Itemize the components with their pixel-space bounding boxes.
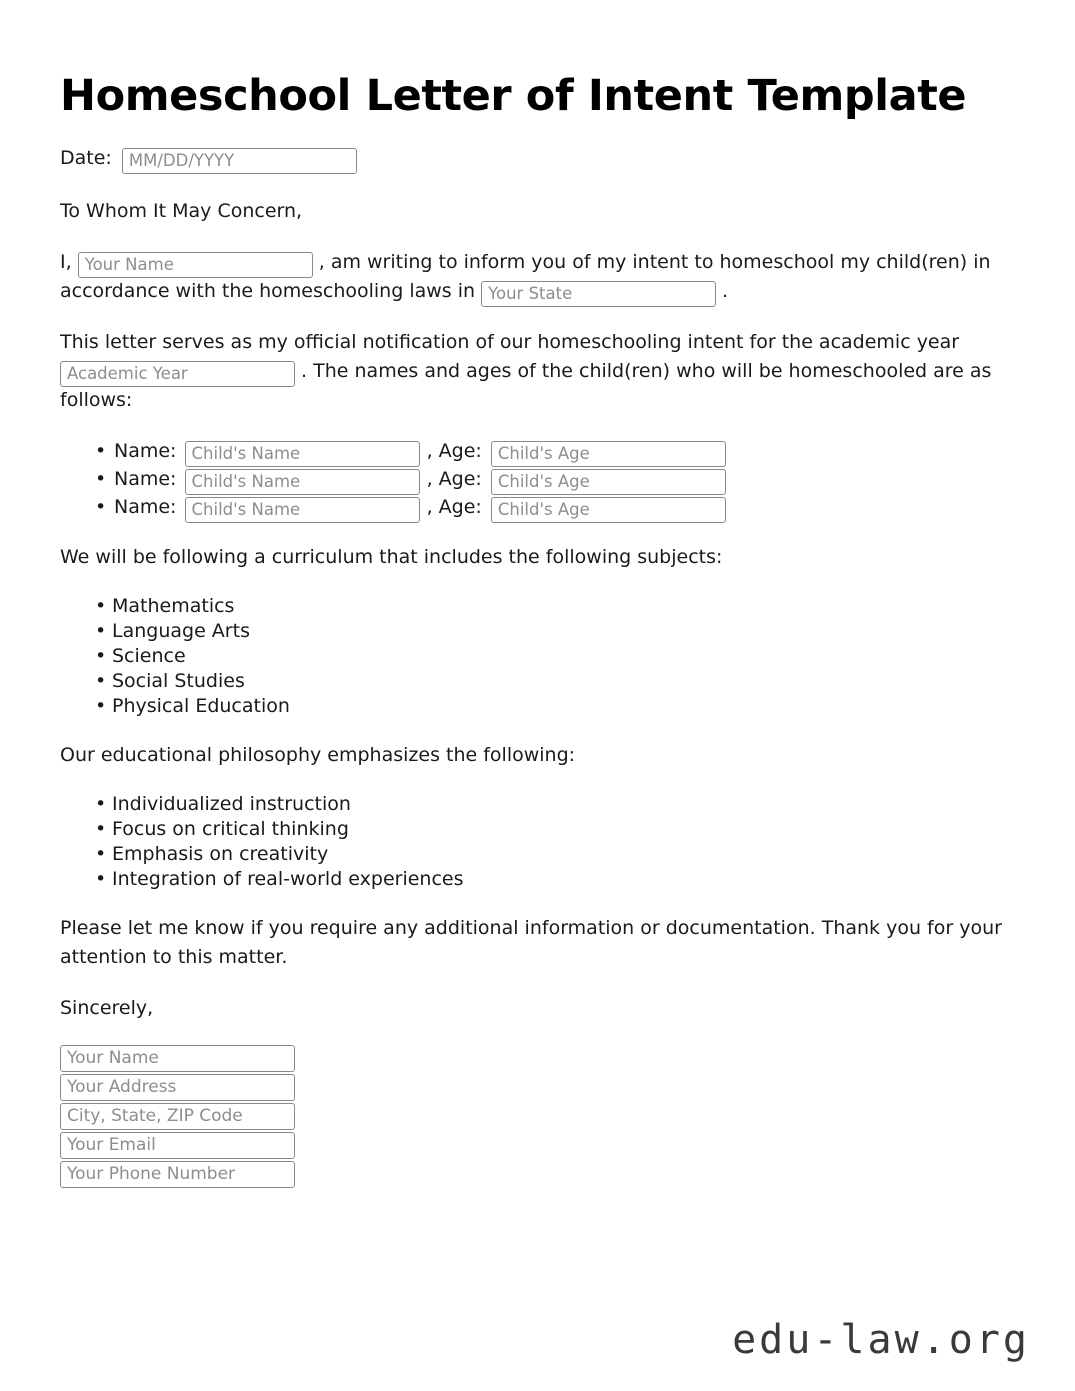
subject-label: Science: [112, 645, 186, 668]
list-item: [60, 437, 1015, 465]
your-name-input[interactable]: [78, 252, 313, 278]
child-age-input-3[interactable]: [491, 497, 726, 523]
child-age-input-1[interactable]: [491, 441, 726, 467]
page-title: Homeschool Letter of Intent Template: [60, 71, 967, 121]
bullet-icon: •: [95, 645, 107, 668]
bullet-icon: •: [95, 818, 107, 841]
child-age-label: , Age:: [426, 496, 482, 519]
signature-name-input[interactable]: [60, 1045, 295, 1072]
subject-label: Physical Education: [112, 695, 290, 718]
child-age-label: , Age:: [426, 440, 482, 463]
date-label: Date:: [60, 147, 112, 170]
bullet-icon: •: [95, 595, 107, 618]
signoff: Sincerely,: [60, 997, 154, 1020]
closing-paragraph: Please let me know if you require any additional information or documentation. Thank you for your attention to this matter.: [60, 917, 1002, 969]
bullet-icon: •: [95, 496, 107, 519]
subject-label: Social Studies: [112, 670, 245, 693]
child-name-input-2[interactable]: [185, 469, 420, 495]
subjects-list: [60, 594, 1015, 719]
bullet-icon: •: [95, 440, 107, 463]
child-name-input-3[interactable]: [185, 497, 420, 523]
salutation: To Whom It May Concern,: [60, 200, 303, 223]
list-item: [60, 817, 1015, 842]
notification-paragraph: [60, 328, 1015, 415]
list-item: [60, 493, 1015, 521]
intent-lead: I,: [60, 251, 72, 274]
footer-watermark: edu-law.org: [732, 1317, 1030, 1363]
child-age-input-2[interactable]: [491, 469, 726, 495]
child-name-label: Name:: [114, 468, 177, 491]
subject-label: Language Arts: [112, 620, 250, 643]
bullet-icon: •: [95, 468, 107, 491]
bullet-icon: •: [95, 695, 107, 718]
list-item: [60, 465, 1015, 493]
bullet-icon: •: [95, 868, 107, 891]
date-line: [60, 144, 1015, 173]
child-age-label: , Age:: [426, 468, 482, 491]
list-item: [60, 694, 1015, 719]
philosophy-point: Emphasis on creativity: [112, 843, 329, 866]
bullet-icon: •: [95, 793, 107, 816]
philosophy-point: Integration of real-world experiences: [112, 868, 464, 891]
intent-middle-text: , am writing to inform you of my intent to homeschool my child(ren) in accordance with the homeschooling laws in: [60, 251, 991, 303]
intent-paragraph: [60, 248, 1015, 306]
notification-after-year: . The names and ages of the child(ren) who will be homeschooled are as follows:: [60, 360, 992, 412]
list-item: [60, 792, 1015, 817]
subject-label: Mathematics: [112, 595, 235, 618]
signature-address-input[interactable]: [60, 1074, 295, 1101]
bullet-icon: •: [95, 620, 107, 643]
children-list: [60, 437, 1015, 521]
list-item: [60, 867, 1015, 892]
list-item: [60, 644, 1015, 669]
list-item: [60, 619, 1015, 644]
philosophy-point: Focus on critical thinking: [112, 818, 349, 841]
notification-before-year: This letter serves as my official notification of our homeschooling intent for the academic year: [60, 331, 960, 354]
date-input[interactable]: [122, 148, 357, 174]
child-name-label: Name:: [114, 440, 177, 463]
signature-phone-input[interactable]: [60, 1161, 295, 1188]
signature-email-input[interactable]: [60, 1132, 295, 1159]
curriculum-heading: We will be following a curriculum that includes the following subjects:: [60, 546, 723, 569]
philosophy-point: Individualized instruction: [112, 793, 351, 816]
bullet-icon: •: [95, 843, 107, 866]
signature-city-state-zip-input[interactable]: [60, 1103, 295, 1130]
child-name-input-1[interactable]: [185, 441, 420, 467]
philosophy-heading: Our educational philosophy emphasizes the following:: [60, 744, 576, 767]
philosophy-list: [60, 792, 1015, 892]
list-item: [60, 669, 1015, 694]
signature-fields-block: [60, 1045, 295, 1188]
list-item: [60, 842, 1015, 867]
child-name-label: Name:: [114, 496, 177, 519]
list-item: [60, 594, 1015, 619]
academic-year-input[interactable]: [60, 361, 295, 387]
bullet-icon: •: [95, 670, 107, 693]
intent-period: .: [722, 280, 729, 303]
your-state-input[interactable]: [481, 281, 716, 307]
